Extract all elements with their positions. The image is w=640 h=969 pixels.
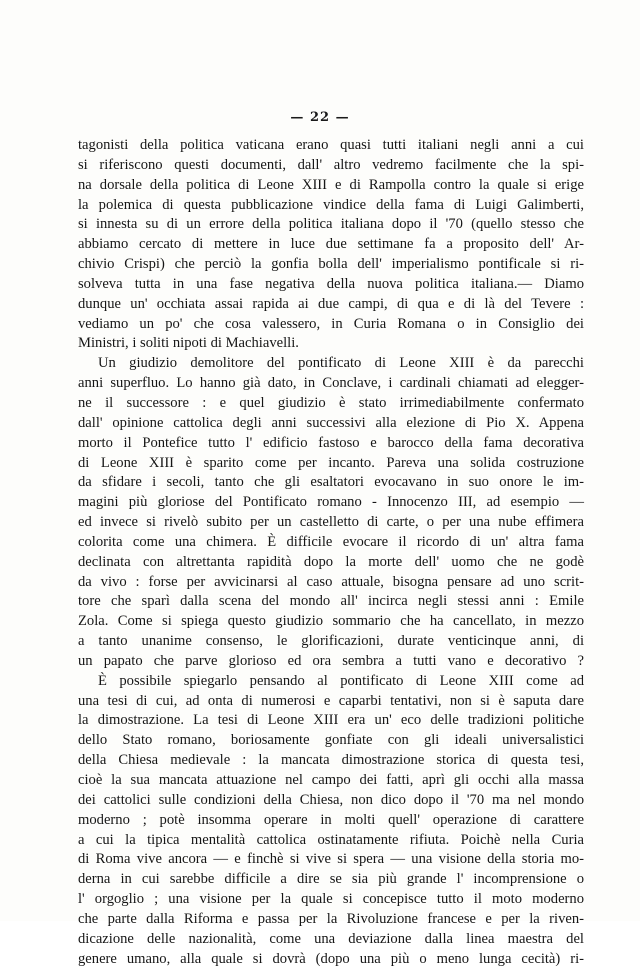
text-line: declinata con altrettanta rapidità dopo la morte dell' uomo che ne godè xyxy=(78,553,584,570)
text-line: moderno ; potè insomma operare in molti quell' operazione di carattere xyxy=(78,811,584,828)
text-line: Ministri, i soliti nipoti di Machiavelli. xyxy=(78,335,299,352)
text-line: tagonisti della politica vaticana erano quasi tutti italiani negli anni a cui xyxy=(78,137,584,153)
text-line: dall' opinione cattolica degli anni successivi alla elezione di Pio X. Appena xyxy=(78,414,584,431)
text-line: dei cattolici sulle condizioni della Chiesa, non dico dopo il '70 ma nel mondo xyxy=(78,791,584,808)
text-line: Zola. Come si spiega questo giudizio sommario che ha cancellato, in mezzo xyxy=(78,613,584,630)
text-line: dunque un' occhiata assai rapida ai due campi, di qua e di là del Tevere : xyxy=(78,295,584,312)
text-line: di Leone XIII è sparito come per incanto. Pareva una solida costruzione xyxy=(78,454,584,471)
text-line: tore che sparì dalla scena del mondo all' incirca negli stessi anni : Emile xyxy=(78,593,584,610)
text-line: della Chiesa medievale : la mancata dimostrazione storica di questa tesi, xyxy=(78,752,584,769)
text-line: dello Stato romano, boriosamente gonfiate con gli ideali universalistici xyxy=(78,732,584,749)
text-line: È possibile spiegarlo pensando al pontificato di Leone XIII come ad xyxy=(98,672,584,689)
text-line: Un giudizio demolitore del pontificato di Leone XIII è da parecchi xyxy=(98,355,584,372)
text-line: dicazione delle nazionalità, come una deviazione dalla linea maestra del xyxy=(78,930,584,947)
text-line: solveva tutta in una fase negativa della nuova politica italiana.— Diamo xyxy=(78,275,584,292)
text-line: da sfidare i secoli, tanto che gli esaltatori evocavano in suo onore le im- xyxy=(78,474,584,491)
text-line: derna in cui sarebbe difficile a dire se sia più grande l' incomprensione o xyxy=(78,871,584,888)
text-line: cioè la sua mancata attuazione nel campo dei fatti, aprì gli occhi alla massa xyxy=(78,772,584,788)
text-line: una tesi di cui, ad onta di numerosi e caparbi tentativi, non si è saputa dare xyxy=(78,692,584,709)
paragraph-2 xyxy=(78,354,584,672)
text-line: l' orgoglio ; una visione per la quale si concepisce tutto il moto moderno xyxy=(78,891,584,908)
text-line: ed invece si rivelò subito per un castelletto di carte, o per una nube effimera xyxy=(78,514,584,531)
text-line: la dimostrazione. La tesi di Leone XIII era un' eco delle tradizioni politiche xyxy=(78,712,584,729)
text-line: vediamo un po' che cosa valessero, in Curia Romana o in Consiglio dei xyxy=(78,315,584,332)
text-line: genere umano, alla quale si dovrà (dopo una più o meno lunga cecità) ri- xyxy=(78,950,584,967)
page-number: — 22 — xyxy=(290,110,350,125)
text-line: si innesta su di un errore della politica italiana dopo il '70 (quello stesso che xyxy=(78,216,584,233)
text-line: un papato che parve glorioso ed ora sembra a tutti vano e decorativo ? xyxy=(78,652,584,669)
text-line: di Roma vive ancora — e finchè si vive si spera — una visione della storia mo- xyxy=(78,851,584,868)
text-line: a cui la tipica mentalità cattolica ostinatamente rifiuta. Poichè nella Curia xyxy=(78,831,584,848)
text-line: colorita come una chimera. È difficile evocare il ricordo di un' altra fama xyxy=(78,533,584,550)
text-line: morto il Pontefice tutto l' edificio fastoso e barocco della fama decorativa xyxy=(78,434,584,451)
text-line: da vivo : forse per avvicinarsi al caso attuale, bisogna pensare ad uno scrit- xyxy=(78,573,584,590)
text-line: si riferiscono questi documenti, dall' altro vedremo facilmente che la spi- xyxy=(78,156,584,173)
paragraph-3 xyxy=(78,672,584,969)
text-line: che parte dalla Riforma e passa per la Rivoluzione francese e per la riven- xyxy=(78,910,584,927)
text-line: chivio Crispi) che perciò la gonfia bolla dell' imperialismo pontificale si ri- xyxy=(78,256,584,273)
text-line: a tanto unanime consenso, le glorificazioni, durate venticinque anni, di xyxy=(78,633,584,650)
text-line: magini più gloriose del Pontificato romano - Innocenzo III, ad esempio — xyxy=(78,494,584,511)
text-line: anni superfluo. Lo hanno già dato, in Conclave, i cardinali chiamati ad elegger- xyxy=(78,375,584,392)
body-text xyxy=(78,136,584,969)
text-line: abbiamo cercato di mettere in luce due settimane fa a proposito dell' Ar- xyxy=(78,236,584,253)
paragraph-1 xyxy=(78,136,584,354)
text-line: na dorsale della politica di Leone XIII e di Rampolla contro la quale si erige xyxy=(78,176,584,193)
text-line: ne il successore : e quel giudizio è stato irrimediabilmente confermato xyxy=(78,394,584,411)
text-line: la polemica di questa pubblicazione vindice della fama di Luigi Galimberti, xyxy=(78,196,584,213)
